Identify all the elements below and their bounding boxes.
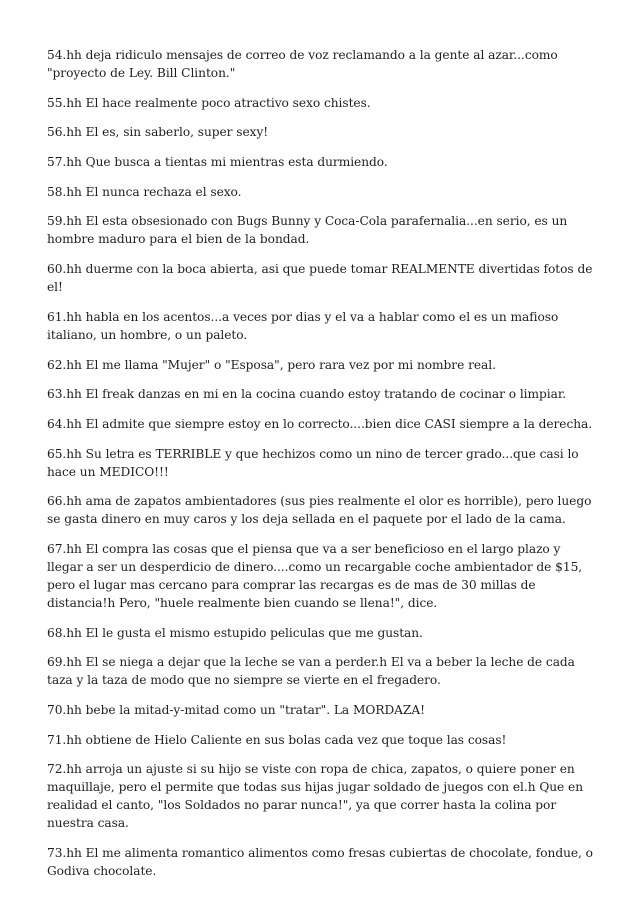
- list-item: 57.hh Que busca a tientas mi mientras esta durmiendo.: [47, 155, 388, 170]
- list-item: 55.hh El hace realmente poco atractivo sexo chistes.: [47, 95, 371, 110]
- list-item: 60.hh duerme con la boca abierta, asi que puede tomar REALMENTE divertidas fotos de el!: [47, 262, 593, 295]
- list-item: 65.hh Su letra es TERRIBLE y que hechizos como un nino de tercer grado...que casi lo hace un MEDICO!!!: [47, 446, 579, 479]
- list-item: 68.hh El le gusta el mismo estupido peliculas que me gustan.: [47, 625, 423, 640]
- list-item: 73.hh El me alimenta romantico alimentos como fresas cubiertas de chocolate, fondue, o Godiva chocolate.: [47, 846, 593, 879]
- list-item: 69.hh El se niega a dejar que la leche se van a perder.h El va a beber la leche de cada taza y la taza de modo que no siempre se vierte en el fregadero.: [47, 655, 575, 688]
- list-item: 54.hh deja ridiculo mensajes de correo de voz reclamando a la gente al azar...como "proyecto de Ley. Bill Clinton.": [47, 48, 558, 80]
- document-page: [47, 46, 595, 892]
- list-item: 71.hh obtiene de Hielo Caliente en sus bolas cada vez que toque las cosas!: [47, 732, 507, 747]
- list-item: 70.hh bebe la mitad-y-mitad como un "tratar". La MORDAZA!: [47, 703, 425, 717]
- list-item: 67.hh El compra las cosas que el piensa que va a ser beneficioso en el largo plazo y llegar a ser un desperdicio de dinero....como un recargable coche ambientador de $15, pero el lugar mas cercano para comprar las recargas es de mas de 30 millas de distancia!h Pero, "huele realmente bien cuando se llena!", dice.: [47, 541, 583, 610]
- list-item: 61.hh habla en los acentos...a veces por dias y el va a hablar como el es un mafioso italiano, un hombre, o un paleto.: [47, 309, 559, 342]
- list-item: 62.hh El me llama "Mujer" o "Esposa", pero rara vez por mi nombre real.: [47, 357, 496, 372]
- list-item: 56.hh El es, sin saberlo, super sexy!: [47, 125, 269, 140]
- list-item: 64.hh El admite que siempre estoy en lo correcto....bien dice CASI siempre a la derecha.: [47, 416, 593, 431]
- list-item: 66.hh ama de zapatos ambientadores (sus pies realmente el olor es horrible), pero luego se gasta dinero en muy caros y los deja sellada en el paquete por el lado de la cama.: [47, 494, 592, 527]
- list-item: 59.hh El esta obsesionado con Bugs Bunny y Coca-Cola parafernalia...en serio, es un hombre maduro para el bien de la bondad.: [47, 214, 568, 247]
- list-item: 58.hh El nunca rechaza el sexo.: [47, 184, 242, 199]
- list-item: 63.hh El freak danzas en mi en la cocina cuando estoy tratando de cocinar o limpiar.: [47, 387, 567, 402]
- list-item: 72.hh arroja un ajuste si su hijo se viste con ropa de chica, zapatos, o quiere poner en maquillaje, pero el permite que todas sus hijas jugar soldado de juegos con el.h Que en realidad el canto, "los Soldados no parar nunca!", ya que correr hasta la colina por nuestra casa.: [47, 762, 584, 831]
